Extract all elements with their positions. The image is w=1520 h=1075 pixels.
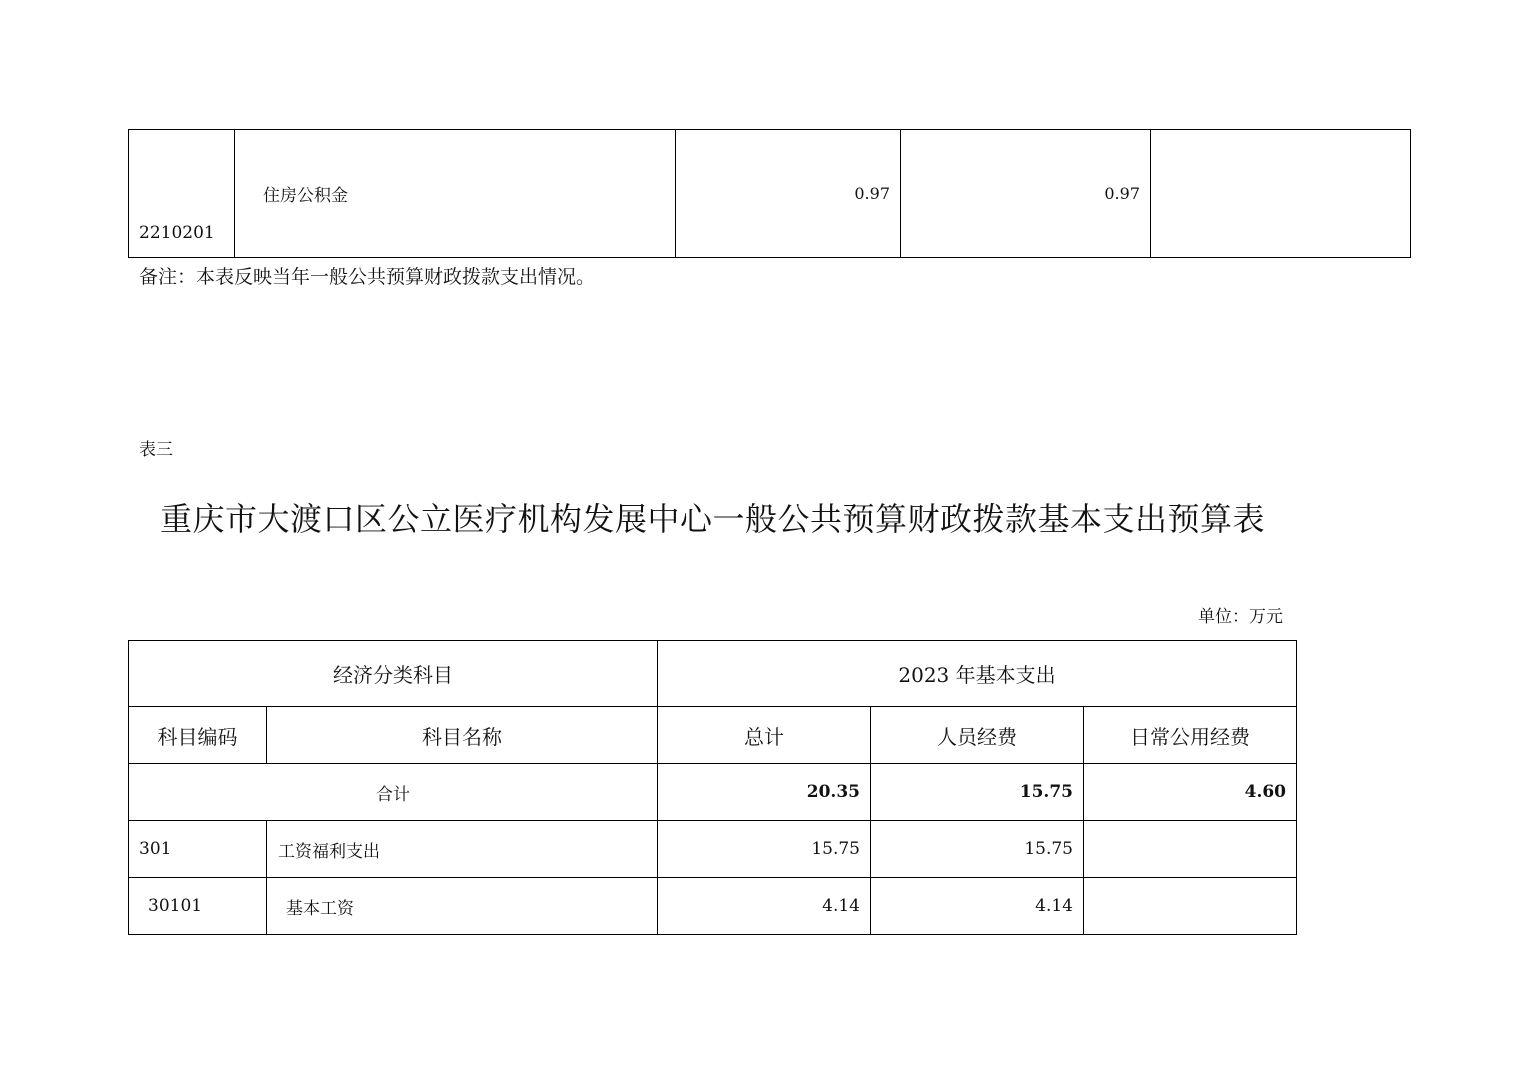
table-row [129,821,1297,878]
header-year: 2023 年基本支出 [658,641,1297,707]
total-total: 20.35 [658,764,871,821]
row-personnel: 15.75 [871,821,1084,878]
total-label: 合计 [129,764,658,821]
col-total-header: 总计 [658,707,871,764]
total-public: 4.60 [1084,764,1297,821]
public-value [1151,130,1411,258]
unit-label: 单位：万元 [1198,607,1283,627]
row-name: 基本工资 [267,878,658,935]
col-personnel-header: 人员经费 [871,707,1084,764]
total-row [129,764,1297,821]
row-total: 15.75 [658,821,871,878]
budget-table [128,640,1297,935]
header-econ: 经济分类科目 [129,641,658,707]
header-row [129,641,1297,707]
row-name: 工资福利支出 [267,821,658,878]
top-table [128,129,1411,258]
personnel-value: 0.97 [901,130,1151,258]
table-row [129,130,1411,258]
column-header-row [129,707,1297,764]
total-value: 0.97 [676,130,901,258]
row-total: 4.14 [658,878,871,935]
subject-name: 住房公积金 [235,130,676,258]
remark-note: 备注：本表反映当年一般公共预算财政拨款支出情况。 [139,266,596,288]
col-public-header: 日常公用经费 [1084,707,1297,764]
page-title: 重庆市大渡口区公立医疗机构发展中心一般公共预算财政拨款基本支出预算表 [160,500,1266,538]
col-name-header: 科目名称 [267,707,658,764]
row-public [1084,821,1297,878]
row-public [1084,878,1297,935]
total-personnel: 15.75 [871,764,1084,821]
row-code: 301 [129,821,267,878]
table-row [129,878,1297,935]
row-personnel: 4.14 [871,878,1084,935]
subject-code: 2210201 [129,130,235,258]
col-code-header: 科目编码 [129,707,267,764]
table-number: 表三 [139,440,173,460]
row-code: 30101 [129,878,267,935]
